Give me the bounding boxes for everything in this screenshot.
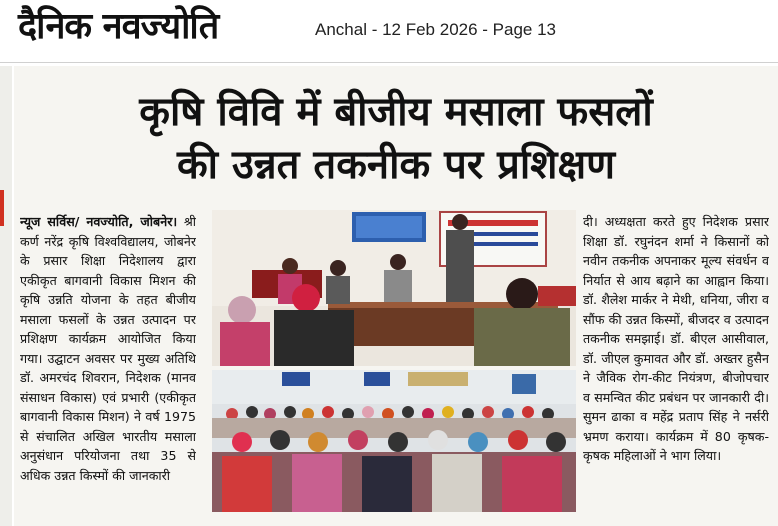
article-column-left	[20, 212, 196, 522]
article-text-left: श्री कर्ण नरेंद्र कृषि विश्वविद्यालय, जोबनेर के प्रसार शिक्षा निदेशालय द्वारा एकीकृत बागवानी विकास मिशन की कृषि उन्नति योजना के तहत बीजीय मसाला फसलों के उन्नत उत्पादन पर प्रशिक्षण कार्यक्रम आयोजित किया गया। उद्घाटन अवसर पर मुख्य अतिथि डॉ. अमरचंद शिवरान, निदेशक (मानव संसाधन विकास) एवं प्रभारी (एकीकृत बागवानी विकास मिशन) ने वर्ष 1975 से संचालित अखिल भारतीय मसाला अनुसंधान परियोजना तथा 35 से अधिक उन्नत किस्मों की जानकारी	[20, 214, 196, 483]
article-column-right	[583, 212, 769, 522]
stage-photo-image	[212, 210, 576, 366]
event-photo-stage	[212, 210, 576, 366]
headline	[14, 86, 778, 192]
article-text-right: दी। अध्यक्षता करते हुए निदेशक प्रसार शिक्षा डॉ. रघुनंदन शर्मा ने किसानों को नवीन तकनीक अपनाकर मूल्य संवर्धन व निर्यात से आय बढ़ाने का आह्वान किया। डॉ. शैलेश मार्कर ने मेथी, धनिया, जीरा व सौंफ की उन्नत किस्मों, बीजदर व उत्पादन तकनीक समझाई। डॉ. बीएल आसीवाल, डॉ. जीएल कुमावत और डॉ. अख्तर हुसैन ने जैविक रोग-कीट नियंत्रण, बीजोपचार व समन्वित कीट प्रबंधन पर जानकारी दी। सुमन ढाका व महेंद्र प्रताप सिंह ने नर्सरी भ्रमण कराया। कार्यक्रम में 80 कृषक-कृषक महिलाओं ने भाग लिया।	[583, 214, 769, 463]
headline-line-2: की उन्नत तकनीक पर प्रशिक्षण	[176, 142, 616, 188]
adjacent-red-marker	[0, 190, 4, 226]
event-photo-audience	[212, 370, 576, 512]
masthead	[0, 0, 778, 62]
headline-line-1: कृषि विवि में बीजीय मसाला फसलों	[139, 89, 653, 135]
masthead-divider	[0, 62, 778, 63]
edition-info: Anchal - 12 Feb 2026 - Page 13	[315, 20, 556, 39]
newspaper-logo: दैनिक नवज्योति	[18, 6, 219, 47]
audience-photo-image	[212, 370, 576, 512]
dateline: न्यूज सर्विस/ नवज्योति, जोबनेर।	[20, 214, 178, 229]
adjacent-column-edge	[0, 66, 12, 526]
